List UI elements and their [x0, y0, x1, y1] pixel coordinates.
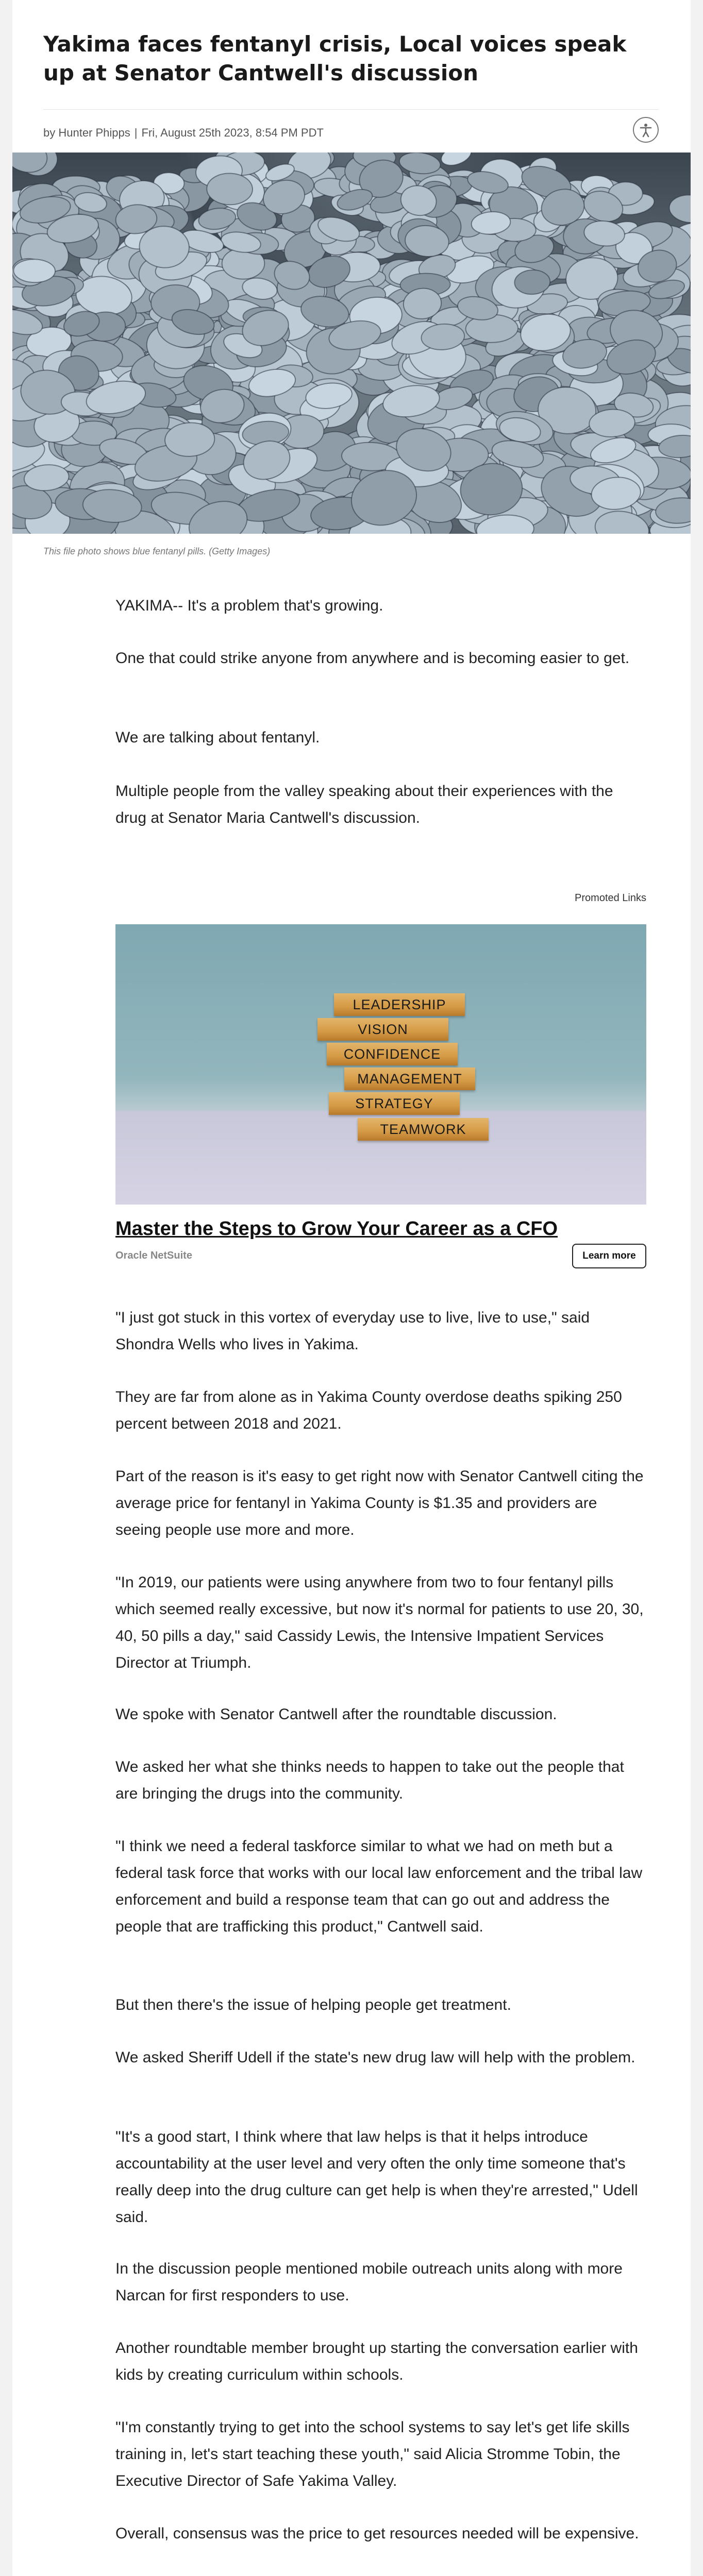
publish-date: Fri, August 25th 2023, 8:54 PM PDT	[141, 126, 324, 139]
pill-shape	[207, 173, 253, 205]
pill-shape	[439, 152, 474, 169]
image-caption: This file photo shows blue fentanyl pills. (Getty Images)	[43, 546, 271, 556]
paragraph: YAKIMA-- It's a problem that's growing.	[115, 597, 383, 614]
paragraph: "In 2019, our patients were using anywhere from two to four fentanyl pills which seemed really excessive, but now it's normal for patients to use 20, 30, 40, 50 pills a day," said Cassidy Lewis, the Intensive Impatient Services Director at Triumph.	[115, 1574, 644, 1671]
paragraph: "It's a good start, I think where that law helps is that it helps introduce accountability at the user level and very often the only time someone that's really deep into the drug culture can get help is when they're arrested," Udell said.	[115, 2128, 638, 2226]
ad-block-label: TEAMWORK	[358, 1118, 489, 1141]
ad-block-label: VISION	[317, 1018, 448, 1041]
paragraph: Overall, consensus was the price to get resources needed will be expensive.	[115, 2525, 639, 2542]
article-headline: Yakima faces fentanyl crisis, Local voices speak up at Senator Cantwell's discussion	[43, 31, 627, 86]
paragraph: We are talking about fentanyl.	[115, 729, 320, 746]
promoted-links-label: Promoted Links	[575, 892, 646, 904]
ad-block-label: CONFIDENCE	[327, 1043, 458, 1065]
ad-image[interactable]	[115, 924, 646, 1205]
pill-shape	[668, 193, 691, 224]
paragraph: Another roundtable member brought up starting the conversation earlier with kids by creating curriculum within schools.	[115, 2340, 638, 2383]
ad-block-label: LEADERSHIP	[334, 993, 465, 1016]
paragraph: In the discussion people mentioned mobile outreach units along with more Narcan for first responders to use.	[115, 2260, 623, 2304]
accessibility-icon[interactable]	[633, 117, 659, 143]
pill-shape	[13, 259, 55, 283]
paragraph: Part of the reason is it's easy to get right now with Senator Cantwell citing the average price for fentanyl in Yakima County is $1.35 and providers are seeing people use more and more.	[115, 1468, 644, 1538]
paragraph: "I just got stuck in this vortex of everyday use to live, live to use," said Shondra Wells who lives in Yakima.	[115, 1309, 590, 1353]
paragraph: We spoke with Senator Cantwell after the roundtable discussion.	[115, 1706, 557, 1723]
paragraph: One that could strike anyone from anywhere and is becoming easier to get.	[115, 650, 630, 667]
ad-title-link[interactable]: Master the Steps to Grow Your Career as a CFO	[115, 1218, 558, 1240]
paragraph: Multiple people from the valley speaking about their experiences with the drug at Senator Maria Cantwell's discussion.	[115, 783, 613, 826]
hero-image-fentanyl-pills	[12, 152, 691, 534]
paragraph: But then there's the issue of helping people get treatment.	[115, 1996, 511, 2013]
byline	[43, 126, 324, 140]
ad-block-label: MANAGEMENT	[344, 1067, 475, 1090]
paragraph: We asked her what she thinks needs to happen to take out the people that are bringing the drugs into the community.	[115, 1758, 624, 1802]
paragraph: We asked Sheriff Udell if the state's new drug law will help with the problem.	[115, 2049, 635, 2066]
paragraph: "I think we need a federal taskforce similar to what we had on meth but a federal task force that works with our local law enforcement and the tribal law enforcement and build a response team that can go out and address the people that are trafficking this product," Cantwell said.	[115, 1838, 643, 1935]
ad-source: Oracle NetSuite	[115, 1250, 192, 1261]
author: by Hunter Phipps	[43, 126, 130, 139]
paragraph: They are far from alone as in Yakima County overdose deaths spiking 250 percent between 2018 and 2021.	[115, 1388, 622, 1432]
byline-separator: |	[134, 126, 138, 139]
learn-more-button[interactable]: Learn more	[572, 1244, 646, 1268]
ad-block-label: STRATEGY	[329, 1092, 460, 1115]
article-page	[12, 0, 691, 2576]
paragraph: "I'm constantly trying to get into the school systems to say let's get life skills training in, let's start teaching these youth," said Alicia Stromme Tobin, the Executive Director of Safe Yakima Valley.	[115, 2419, 630, 2489]
